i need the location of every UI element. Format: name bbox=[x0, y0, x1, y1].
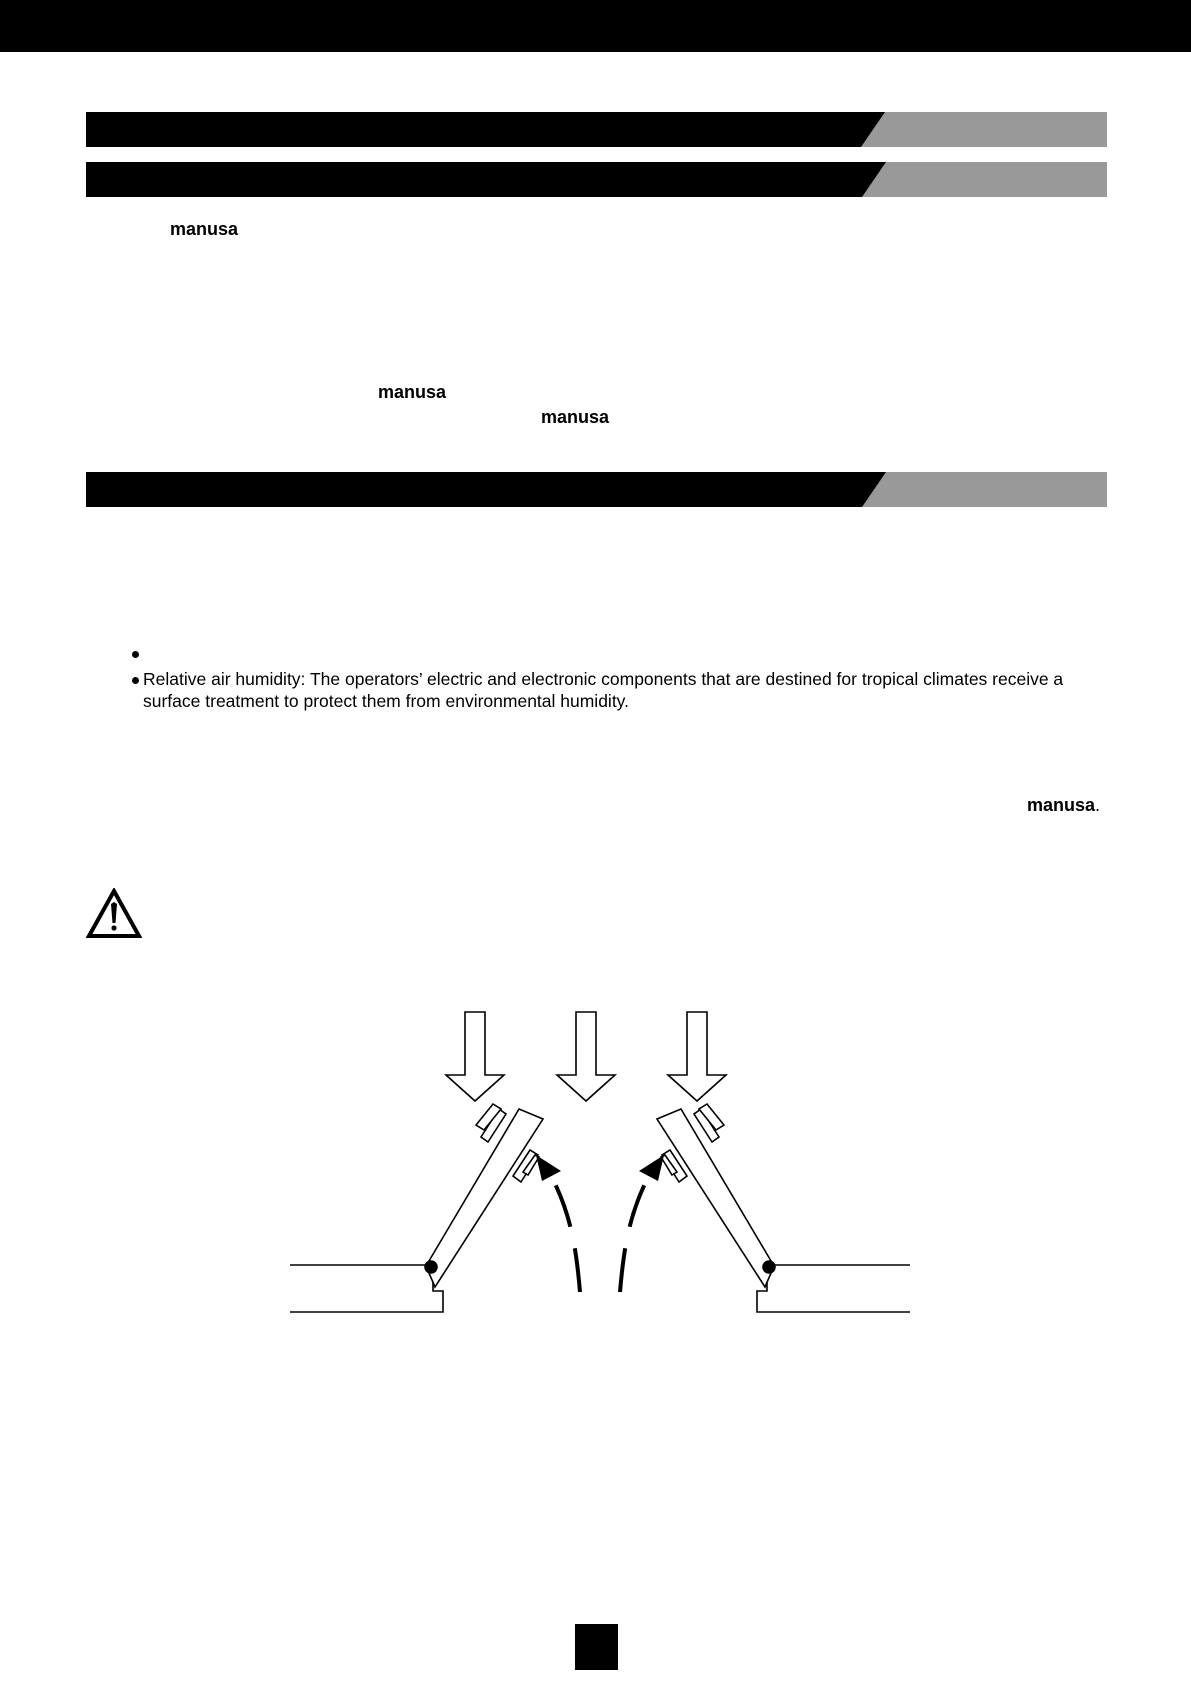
bullet-marker bbox=[132, 677, 139, 684]
door-opening-diagram bbox=[280, 1005, 920, 1330]
page-header-band bbox=[0, 0, 1191, 52]
bullet-humidity-continuation: surface treatment to protect them from environmental humidity. bbox=[143, 691, 629, 711]
page-number-box bbox=[575, 1624, 618, 1670]
right-door-leaf bbox=[657, 1104, 775, 1287]
down-arrow-icon bbox=[668, 1012, 726, 1101]
left-door-leaf bbox=[425, 1104, 543, 1287]
section-bar-3 bbox=[86, 472, 1107, 507]
push-arrow-left bbox=[548, 1170, 580, 1292]
down-arrow-icon bbox=[557, 1012, 615, 1101]
push-arrow-right bbox=[620, 1170, 652, 1292]
brand-name: manusa bbox=[541, 407, 610, 427]
bullet-humidity bbox=[143, 668, 1103, 712]
brand-name: manusa bbox=[170, 219, 239, 239]
brand-name: manusa bbox=[378, 382, 447, 402]
down-arrow-icon bbox=[446, 1012, 504, 1101]
section-bar-1 bbox=[86, 112, 1107, 147]
brand-name-with-period: manusa. bbox=[1027, 795, 1101, 815]
warning-triangle-icon bbox=[86, 888, 142, 945]
bullet-humidity-text: Relative air humidity: The operators’ electric and electronic components that are destined for tropical climates receive a bbox=[143, 669, 1064, 689]
section-bar-2 bbox=[86, 162, 1107, 197]
bullet-marker bbox=[132, 651, 139, 658]
